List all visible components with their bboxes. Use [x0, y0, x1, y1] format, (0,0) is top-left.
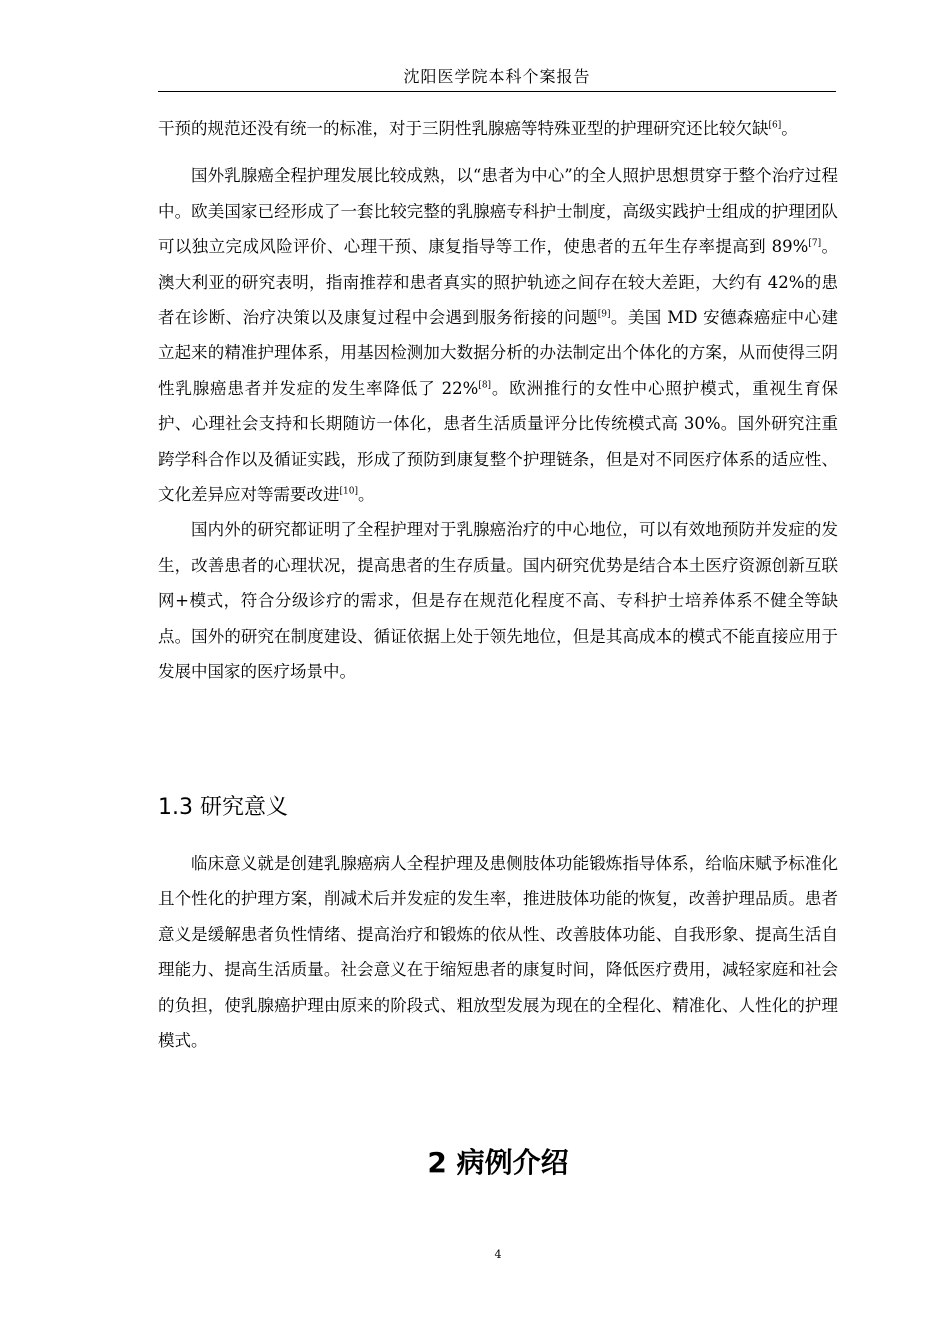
paragraph-text-e: 。: [357, 485, 375, 505]
running-header: 沈阳医学院本科个案报告: [403, 67, 591, 86]
citation-10: [10]: [339, 486, 358, 497]
paragraph-end: 。: [781, 119, 798, 138]
paragraph-foreign-research: [158, 158, 838, 512]
paragraph-significance: 临床意义就是创建乳腺癌病人全程护理及患侧肢体功能锻炼指导体系，给临床赋予标准化且个性化的护理方案，削减术后并发症的发生率，推进肢体功能的恢复，改善护理品质。患者意义是缓解患者负性情绪、提高治疗和锻炼的依从性、改善肢体功能、自我形象、提高生活自理能力、提高生活质量。社会意义在于缩短患者的康复时间，降低医疗费用，减轻家庭和社会的负担，使乳腺癌护理由原来的阶段式、粗放型发展为现在的全程化、精准化、人性化的护理模式。: [158, 854, 838, 1051]
paragraph-text-b: 。澳大利亚的研究表明，指南推荐和患者真实的照护轨迹之间存在较大差距，大约有 42%的患者在诊断、治疗决策以及康复过程中会遇到服务衔接的问题: [158, 237, 838, 328]
header-rule: [158, 91, 836, 92]
citation-9: [9]: [597, 309, 611, 320]
chapter-heading-2: 2 病例介绍: [427, 1146, 569, 1179]
citation-6: [6]: [768, 120, 782, 131]
page-number: 4: [494, 1248, 502, 1261]
paragraph-text-a: 国外乳腺癌全程护理发展比较成熟，以“患者为中心”的全人照护思想贯穿于整个治疗过程中。欧美国家已经形成了一套比较完整的乳腺癌专科护士制度，高级实践护士组成的护理团队可以独立完成风险评价、心理干预、康复指导等工作，使患者的五年生存率提高到 89%: [158, 166, 838, 257]
paragraph-continued: [158, 111, 838, 146]
section-1-3-body: [158, 846, 838, 1058]
citation-7: [7]: [808, 238, 822, 249]
section-heading-1-3: 1.3 研究意义: [158, 795, 288, 820]
section-1-2-body: [158, 111, 838, 690]
paragraph-summary: 国内外的研究都证明了全程护理对于乳腺癌治疗的中心地位，可以有效地预防并发症的发生，改善患者的心理状况，提高患者的生存质量。国内研究优势是结合本土医疗资源创新互联网+模式，符合分级诊疗的需求，但是存在规范化程度不高、专科护士培养体系不健全等缺点。国外的研究在制度建设、循证依据上处于领先地位，但是其高成本的模式不能直接应用于发展中国家的医疗场景中。: [158, 520, 838, 682]
paragraph-text: 干预的规范还没有统一的标准，对于三阴性乳腺癌等特殊亚型的护理研究还比较欠缺: [158, 119, 769, 138]
paragraph-text-d: 。欧洲推行的女性中心照护模式，重视生育保护、心理社会支持和长期随访一体化，患者生活质量评分比传统模式高 30%。国外研究注重跨学科合作以及循证实践，形成了预防到康复整个护理链条，但是对不同医疗体系的适应性、文化差异应对等需要改进: [158, 378, 838, 505]
citation-8: [8]: [478, 380, 492, 391]
paragraph-text-c: 。美国 MD 安德森癌症中心建立起来的精准护理体系，用基因检测加大数据分析的办法制定出个体化的方案，从而使得三阴性乳腺癌患者并发症的发生率降低了 22%: [158, 308, 838, 398]
